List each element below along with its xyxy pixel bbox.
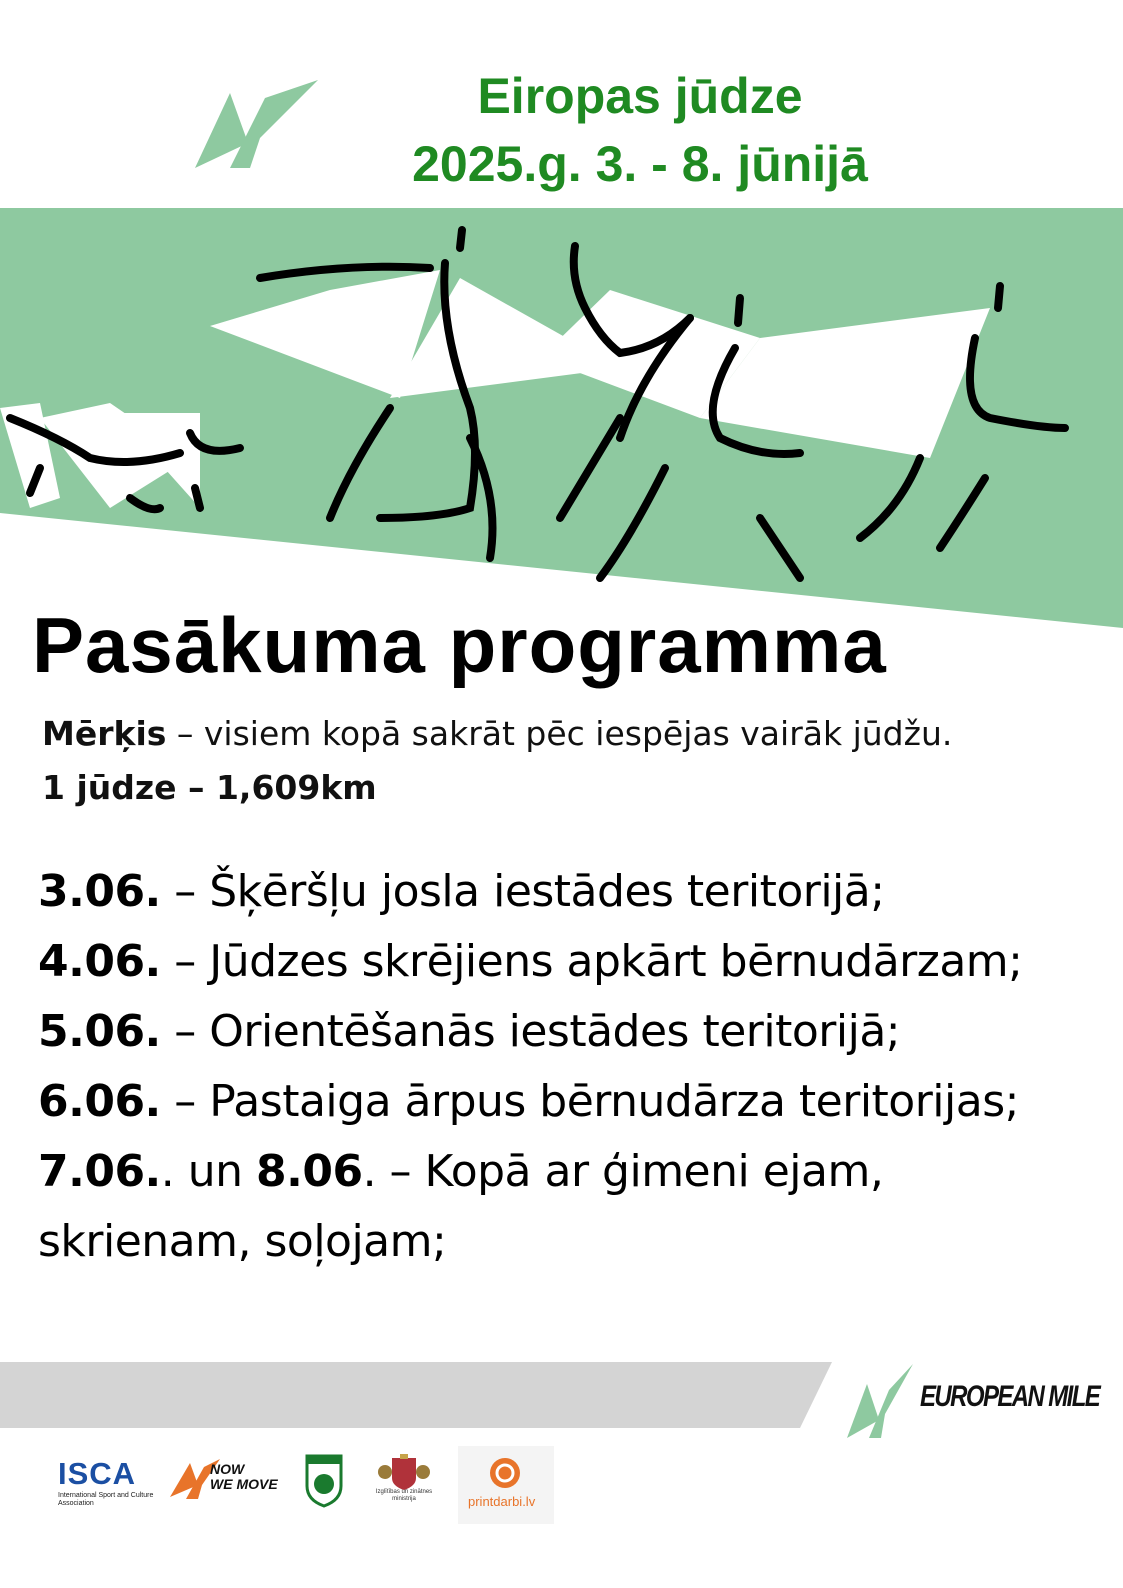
schedule-date-2: 8.06 <box>256 1146 363 1197</box>
schedule-date: 3.06. <box>38 866 161 917</box>
schedule-date: 5.06. <box>38 1006 161 1057</box>
european-mile-logo-icon <box>190 78 325 178</box>
event-title <box>330 62 950 198</box>
ministry-label: Izglītības un zinātnes ministrija <box>375 1489 433 1502</box>
isca-subtitle: International Sport and Culture Association <box>58 1492 154 1507</box>
schedule-text: – Orientēšanās iestādes teritorijā; <box>160 1006 901 1057</box>
schedule-date: 6.06. <box>38 1076 161 1127</box>
event-dates: 2025.g. 3. - 8. jūnijā <box>412 136 868 192</box>
now-we-move-logo <box>210 1462 278 1492</box>
isca-mark: ISCA <box>58 1456 137 1491</box>
european-mile-brand: EUROPEAN MILE <box>920 1380 1100 1413</box>
schedule-date: 7.06. <box>38 1146 161 1197</box>
footer-grey-bar <box>0 1362 860 1428</box>
mile-conversion: 1 jūdze – 1,609km <box>42 768 377 807</box>
schedule-item-continuation: skrienam, soļojam; <box>38 1216 447 1267</box>
schedule-text: – Jūdzes skrējiens apkārt bērnudārzam; <box>160 936 1023 987</box>
schedule-item <box>38 1146 883 1197</box>
schedule-item <box>38 1076 1019 1127</box>
schedule-item <box>38 936 1022 987</box>
schedule-item <box>38 1006 900 1057</box>
printdarbi-text: printdarbi.lv <box>468 1494 536 1509</box>
program-title: Pasākuma programma <box>32 601 887 689</box>
schedule-date: 4.06. <box>38 936 161 987</box>
isca-logo <box>58 1456 158 1508</box>
nwm-line1: NOW <box>210 1461 245 1477</box>
event-title-line1: Eiropas jūdze <box>477 68 803 124</box>
schedule-text: – Šķēršļu josla iestādes teritorijā; <box>160 866 885 917</box>
goal-line <box>42 714 952 753</box>
goal-text: – visiem kopā sakrāt pēc iespējas vairāk jūdžu. <box>166 714 953 753</box>
schedule-item <box>38 866 885 917</box>
schedule-connector: . un <box>160 1146 257 1197</box>
schedule-text: – Pastaiga ārpus bērnudārza teritorijas; <box>160 1076 1019 1127</box>
european-mile-footer-icon <box>845 1362 915 1440</box>
printdarbi-icon <box>488 1456 522 1490</box>
nwm-line2: WE MOVE <box>210 1476 278 1492</box>
runners-banner <box>0 208 1123 648</box>
schedule-text: . – Kopā ar ģimeni ejam, <box>362 1146 884 1197</box>
goal-label: Mērķis <box>42 714 167 753</box>
lsa-shield-icon <box>304 1452 344 1508</box>
ministry-coat-of-arms-icon <box>374 1452 434 1518</box>
